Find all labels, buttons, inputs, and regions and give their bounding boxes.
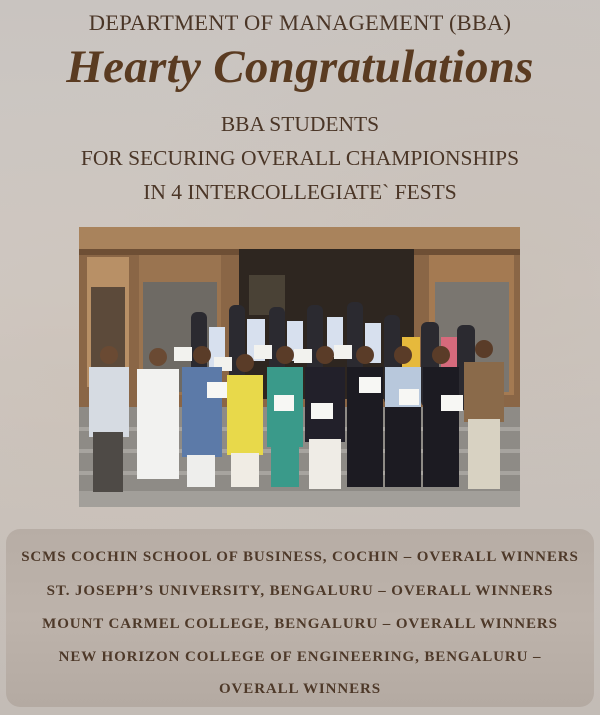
subtitle-line-3: IN 4 INTERCOLLEGIATE` FESTS — [143, 180, 457, 204]
group-photo — [79, 227, 520, 507]
winner-line-3: MOUNT CARMEL COLLEGE, BENGALURU – OVERALL WINNERS — [42, 616, 558, 632]
winner-line-4: NEW HORIZON COLLEGE OF ENGINEERING, BENGALURU – — [58, 649, 542, 665]
department-heading: DEPARTMENT OF MANAGEMENT (BBA) — [88, 10, 512, 35]
winner-line-1: SCMS COCHIN SCHOOL OF BUSINESS, COCHIN – OVERALL WINNERS — [21, 549, 579, 565]
congratulations-headline: Hearty Congratulations — [66, 41, 534, 93]
subtitle-line-2: FOR SECURING OVERALL CHAMPIONSHIPS — [80, 146, 520, 170]
subtitle-line-1: BBA STUDENTS — [220, 112, 380, 136]
winner-line-5: OVERALL WINNERS — [218, 681, 381, 697]
winner-line-2: ST. JOSEPH’S UNIVERSITY, BENGALURU – OVERALL WINNERS — [46, 583, 554, 599]
